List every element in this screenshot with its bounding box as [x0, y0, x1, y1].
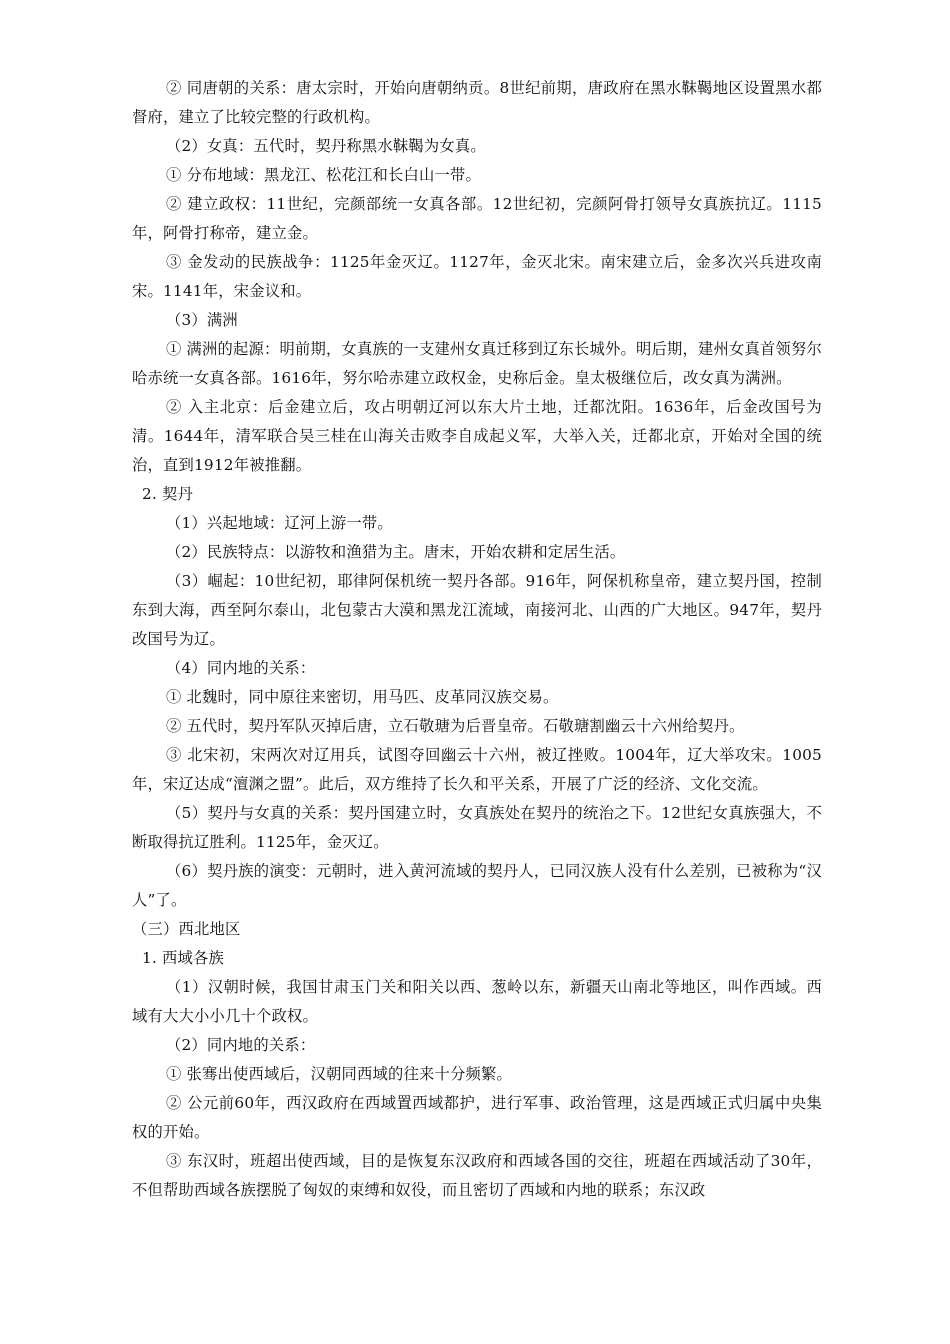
paragraph: ② 公元前60年，西汉政府在西域置西域都护，进行军事、政治管理，这是西域正式归属中央集权的开始。: [132, 1094, 822, 1141]
paragraph: ② 入主北京：后金建立后，攻占明朝辽河以东大片土地，迁都沈阳。1636年，后金改国号为清。1644年，清军联合吴三桂在山海关击败李自成起义军，大举入关，迁都北京，开始对全国的统治，直到1912年被推翻。: [132, 398, 822, 474]
paragraph: （5）契丹与女真的关系：契丹国建立时，女真族处在契丹的统治之下。12世纪女真族强大，不断取得抗辽胜利。1125年，金灭辽。: [132, 804, 822, 851]
paragraph: ② 五代时，契丹军队灭掉后唐，立石敬瑭为后晋皇帝。石敬瑭割幽云十六州给契丹。: [166, 717, 745, 735]
paragraph: ② 建立政权：11世纪，完颜部统一女真各部。12世纪初，完颜阿骨打领导女真族抗辽。1115年，阿骨打称帝，建立金。: [132, 195, 822, 242]
section-heading: 1. 西域各族: [142, 949, 225, 967]
section-heading: （3）满洲: [166, 311, 238, 329]
paragraph: （4）同内地的关系：: [166, 659, 316, 677]
paragraph: （1）汉朝时候，我国甘肃玉门关和阳关以西、葱岭以东，新疆天山南北等地区，叫作西域。西域有大大小小几十个政权。: [132, 978, 822, 1025]
document-body: [132, 74, 822, 1205]
paragraph: ② 同唐朝的关系：唐太宗时，开始向唐朝纳贡。8世纪前期，唐政府在黑水靺鞨地区设置黑水都督府，建立了比较完整的行政机构。: [132, 79, 822, 126]
paragraph: ③ 金发动的民族战争：1125年金灭辽。1127年，金灭北宋。南宋建立后，金多次兴兵进攻南宋。1141年，宋金议和。: [132, 253, 822, 300]
paragraph: ① 北魏时，同中原往来密切，用马匹、皮革同汉族交易。: [166, 688, 559, 706]
paragraph: （6）契丹族的演变：元朝时，进入黄河流域的契丹人，已同汉族人没有什么差别，已被称为“汉人”了。: [132, 862, 822, 909]
paragraph: （3）崛起：10世纪初，耶律阿保机统一契丹各部。916年，阿保机称皇帝，建立契丹国，控制东到大海，西至阿尔泰山，北包蒙古大漠和黑龙江流域，南接河北、山西的广大地区。947年，契丹改国号为辽。: [132, 572, 822, 648]
paragraph: ① 张骞出使西域后，汉朝同西域的往来十分频繁。: [166, 1065, 512, 1083]
section-heading: 2. 契丹: [142, 485, 194, 503]
paragraph: ① 分布地域：黑龙江、松花江和长白山一带。: [166, 166, 482, 184]
paragraph: ③ 东汉时，班超出使西域，目的是恢复东汉政府和西域各国的交往，班超在西域活动了30年，不但帮助西域各族摆脱了匈奴的束缚和奴役，而且密切了西域和内地的联系；东汉政: [132, 1152, 822, 1199]
paragraph: （1）兴起地域：辽河上游一带。: [166, 514, 393, 532]
paragraph: （2）女真：五代时，契丹称黑水靺鞨为女真。: [166, 137, 486, 155]
paragraph: ③ 北宋初，宋两次对辽用兵，试图夺回幽云十六州，被辽挫败。1004年，辽大举攻宋。1005年，宋辽达成“澶渊之盟”。此后，双方维持了长久和平关系，开展了广泛的经济、文化交流。: [132, 746, 822, 793]
paragraph: （2）同内地的关系：: [166, 1036, 316, 1054]
section-heading: （三）西北地区: [132, 920, 241, 938]
paragraph: ① 满洲的起源：明前期，女真族的一支建州女真迁移到辽东长城外。明后期，建州女真首领努尔哈赤统一女真各部。1616年，努尔哈赤建立政权金，史称后金。皇太极继位后，改女真为满洲。: [132, 340, 822, 387]
paragraph: （2）民族特点：以游牧和渔猎为主。唐末，开始农耕和定居生活。: [166, 543, 626, 561]
